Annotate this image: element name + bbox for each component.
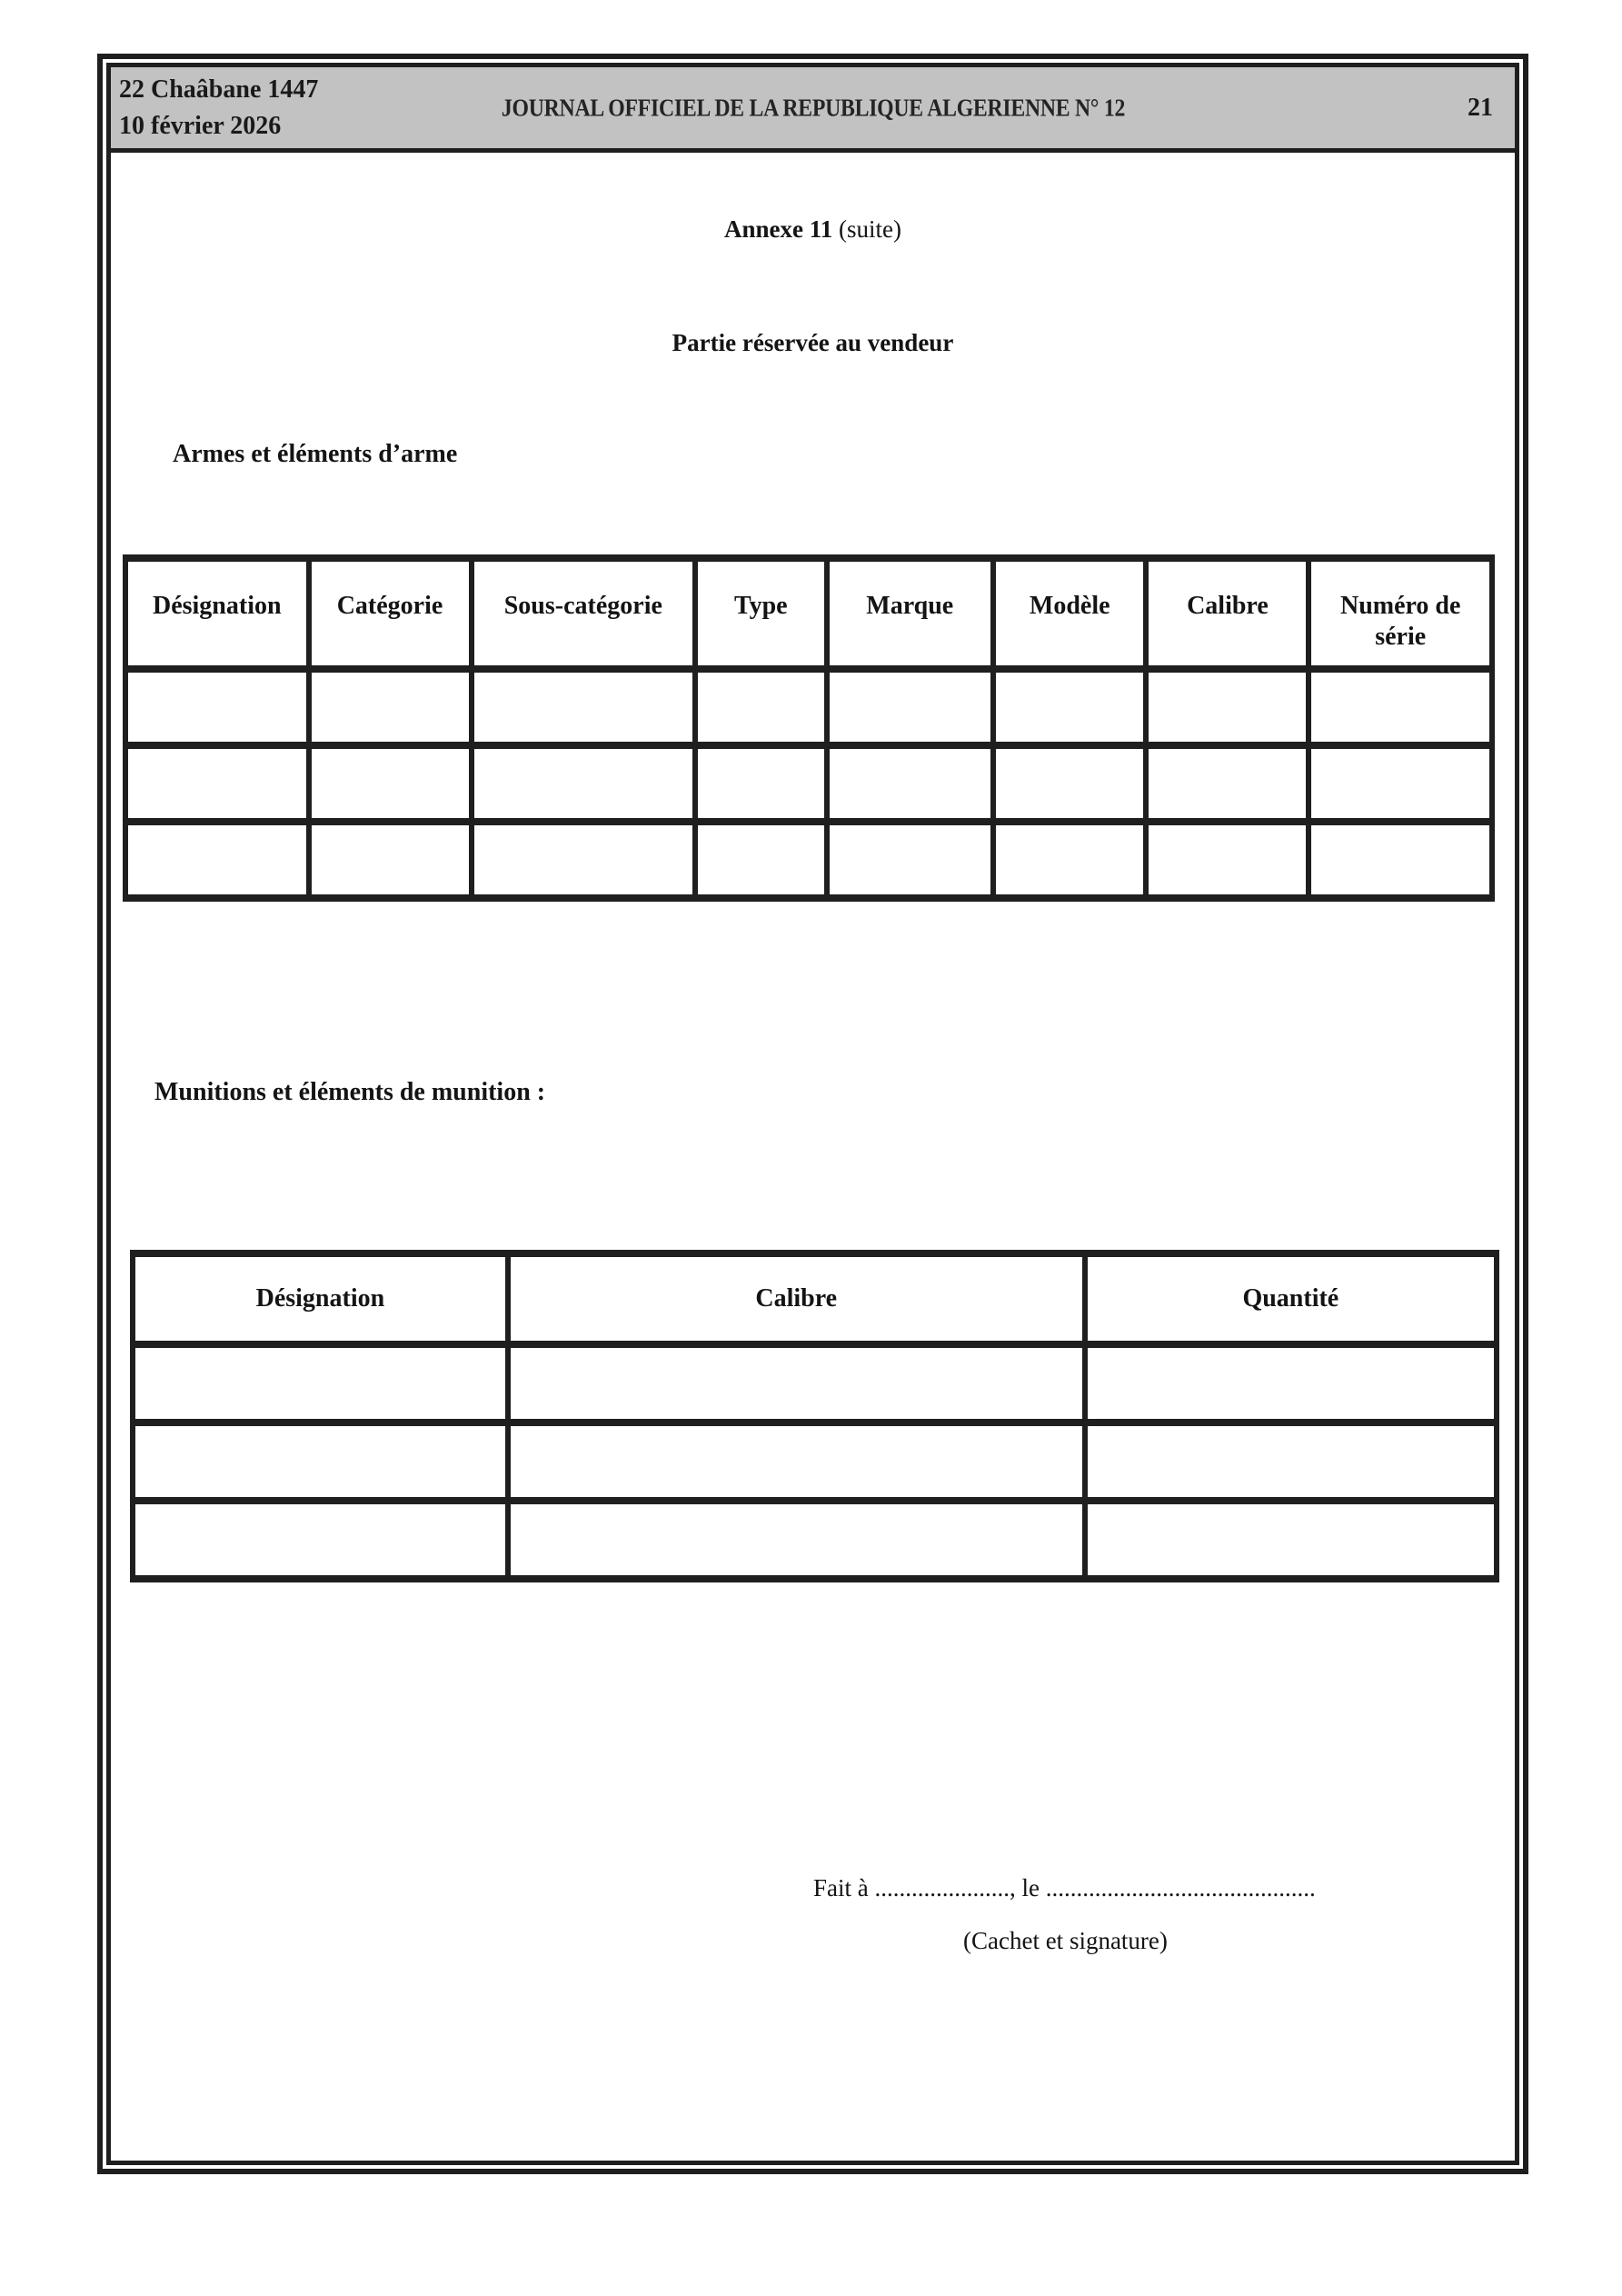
- table-header-row: [125, 558, 1492, 669]
- table-cell: [1146, 669, 1309, 745]
- annexe-title: [97, 214, 1528, 245]
- table-cell: [1085, 1423, 1497, 1501]
- table-row: [133, 1501, 1497, 1579]
- table-cell: [472, 745, 696, 822]
- table-header-cell: Modèle: [993, 558, 1146, 669]
- table-cell: [993, 669, 1146, 745]
- table-cell: [827, 745, 993, 822]
- table-header-cell: Quantité: [1085, 1253, 1497, 1344]
- gregorian-date: 10 février 2026: [119, 111, 282, 140]
- table-cell: [309, 669, 472, 745]
- table-cell: [472, 669, 696, 745]
- section-subtitle: Partie réservée au vendeur: [672, 329, 954, 356]
- cachet-signature-line: (Cachet et signature): [963, 1927, 1168, 1954]
- table-cell: [472, 822, 696, 898]
- header-band: [111, 67, 1515, 153]
- table-cell: [508, 1423, 1085, 1501]
- journal-title: JOURNAL OFFICIEL DE LA REPUBLIQUE ALGERIENNE N° 12: [501, 94, 1125, 121]
- table-cell: [1085, 1344, 1497, 1423]
- page-frame: [97, 54, 1528, 2174]
- table-row: [133, 1423, 1497, 1501]
- table-cell: [508, 1344, 1085, 1423]
- table-cell: [125, 822, 309, 898]
- table-cell: [133, 1423, 508, 1501]
- table-cell: [309, 745, 472, 822]
- annexe-title-suffix: (suite): [832, 215, 901, 243]
- table-cell: [1146, 822, 1309, 898]
- annexe-title-bold: Annexe 11: [724, 215, 833, 243]
- table-row: [125, 745, 1492, 822]
- hijri-date: 22 Chaâbane 1447: [119, 75, 319, 104]
- table-cell: [125, 669, 309, 745]
- arms-section-heading: Armes et éléments d’arme: [173, 440, 458, 468]
- table-cell: [133, 1501, 508, 1579]
- table-cell: [1309, 669, 1492, 745]
- table-cell: [827, 822, 993, 898]
- table-cell: [1309, 822, 1492, 898]
- table-cell: [1146, 745, 1309, 822]
- table-cell: [133, 1344, 508, 1423]
- table-row: [125, 822, 1492, 898]
- table-header-cell: Catégorie: [309, 558, 472, 669]
- page-inner-frame: [106, 63, 1519, 2165]
- table-header-cell: Calibre: [1146, 558, 1309, 669]
- table-cell: [827, 669, 993, 745]
- header-dates: [119, 72, 318, 145]
- table-header-cell: Type: [695, 558, 826, 669]
- table-header-cell: Numéro de série: [1309, 558, 1492, 669]
- table-cell: [125, 745, 309, 822]
- table-cell: [695, 745, 826, 822]
- table-header-cell: Désignation: [133, 1253, 508, 1344]
- table-header-cell: Calibre: [508, 1253, 1085, 1344]
- table-cell: [695, 822, 826, 898]
- arms-table: [123, 554, 1495, 902]
- table-header-cell: Marque: [827, 558, 993, 669]
- table-cell: [1085, 1501, 1497, 1579]
- table-header-cell: Désignation: [125, 558, 309, 669]
- munitions-table: [130, 1250, 1499, 1582]
- munitions-section-heading: Munitions et éléments de munition :: [154, 1078, 546, 1106]
- fait-a-line: Fait à ......................, le ............................................: [813, 1874, 1316, 1902]
- table-cell: [993, 745, 1146, 822]
- table-row: [125, 669, 1492, 745]
- table-cell: [1309, 745, 1492, 822]
- table-row: [133, 1344, 1497, 1423]
- table-header-row: [133, 1253, 1497, 1344]
- table-cell: [695, 669, 826, 745]
- table-cell: [993, 822, 1146, 898]
- page-number: 21: [1468, 93, 1493, 122]
- table-cell: [309, 822, 472, 898]
- table-cell: [508, 1501, 1085, 1579]
- table-header-cell: Sous-catégorie: [472, 558, 696, 669]
